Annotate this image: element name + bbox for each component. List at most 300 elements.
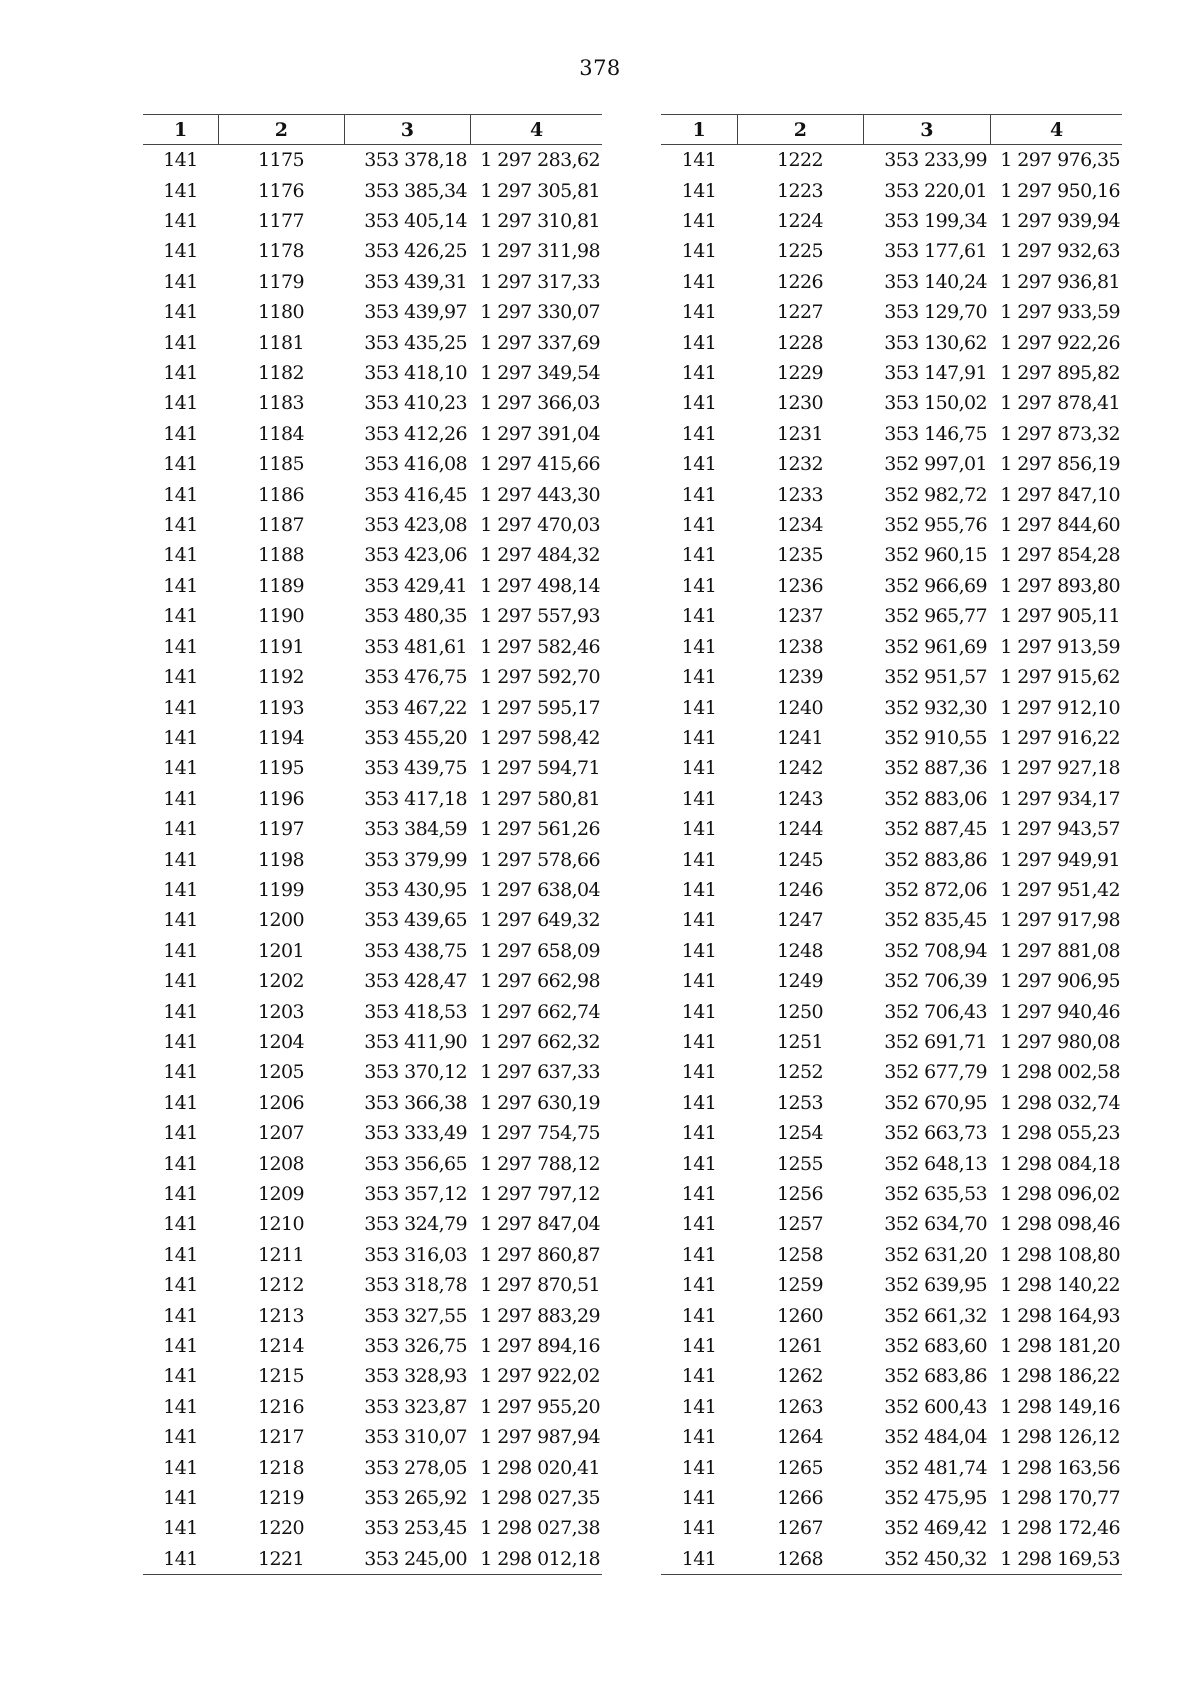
y-coordinate-cell: 1 297 598,42 (480, 726, 600, 749)
parcel-number-cell: 141 (681, 878, 717, 901)
point-number-cell: 1222 (777, 149, 823, 172)
y-coordinate-cell: 1 297 895,82 (1000, 362, 1120, 385)
point-number-cell: 1182 (258, 362, 304, 385)
table-row (661, 327, 1122, 357)
column-header-3: 3 (344, 115, 470, 145)
y-coordinate-cell: 1 297 630,19 (480, 1091, 600, 1114)
parcel-number-cell: 141 (163, 240, 198, 263)
x-coordinate-cell: 353 416,45 (364, 483, 467, 506)
table-row (661, 1452, 1122, 1482)
point-number-cell: 1176 (258, 179, 304, 202)
point-number-cell: 1267 (777, 1517, 823, 1540)
y-coordinate-cell: 1 297 933,59 (1000, 301, 1120, 324)
x-coordinate-cell: 353 455,20 (364, 726, 467, 749)
x-coordinate-cell: 352 691,71 (884, 1030, 987, 1053)
x-coordinate-cell: 352 887,36 (884, 757, 987, 780)
parcel-number-cell: 141 (163, 787, 198, 810)
point-number-cell: 1221 (218, 1544, 344, 1575)
parcel-number-cell: 141 (681, 1304, 717, 1327)
point-number-cell: 1232 (777, 453, 823, 476)
x-coordinate-cell: 352 997,01 (884, 453, 987, 476)
parcel-number-cell: 141 (681, 1091, 717, 1114)
x-coordinate-cell: 353 326,75 (364, 1335, 467, 1358)
parcel-number-cell: 141 (163, 970, 198, 993)
y-coordinate-cell: 1 297 883,29 (480, 1304, 600, 1327)
x-coordinate-cell: 353 318,78 (364, 1274, 467, 1297)
table-row (661, 419, 1122, 449)
table-row (143, 784, 602, 814)
point-number-cell: 1264 (777, 1426, 823, 1449)
y-coordinate-cell: 1 297 847,10 (1000, 483, 1120, 506)
x-coordinate-cell: 352 670,95 (884, 1091, 987, 1114)
x-coordinate-cell: 353 429,41 (364, 574, 467, 597)
y-coordinate-cell: 1 297 922,26 (1000, 331, 1120, 354)
point-number-cell: 1252 (777, 1061, 823, 1084)
point-number-cell: 1262 (777, 1365, 823, 1388)
y-coordinate-cell: 1 297 870,51 (480, 1274, 600, 1297)
table-row (661, 1118, 1122, 1148)
coordinates-table-right (661, 114, 1122, 1575)
y-coordinate-cell: 1 297 873,32 (1000, 422, 1120, 445)
y-coordinate-cell: 1 297 649,32 (480, 909, 600, 932)
y-coordinate-cell: 1 297 578,66 (480, 848, 600, 871)
x-coordinate-cell: 353 220,01 (884, 179, 987, 202)
x-coordinate-cell: 352 475,95 (884, 1487, 987, 1510)
parcel-number-cell: 141 (681, 422, 717, 445)
column-header-2: 2 (737, 115, 863, 145)
table-row (143, 358, 602, 388)
x-coordinate-cell: 353 467,22 (364, 696, 467, 719)
table-row (661, 510, 1122, 540)
y-coordinate-cell: 1 297 980,08 (1000, 1030, 1120, 1053)
x-coordinate-cell: 352 835,45 (884, 909, 987, 932)
parcel-number-cell: 141 (163, 696, 198, 719)
point-number-cell: 1219 (258, 1487, 304, 1510)
point-number-cell: 1217 (258, 1426, 304, 1449)
table-row (143, 996, 602, 1026)
y-coordinate-cell: 1 297 662,74 (480, 1000, 600, 1023)
column-header-3: 3 (863, 115, 990, 145)
x-coordinate-cell: 353 327,55 (364, 1304, 467, 1327)
y-coordinate-cell: 1 298 149,16 (1000, 1395, 1120, 1418)
point-number-cell: 1202 (258, 970, 304, 993)
y-coordinate-cell: 1 297 906,95 (1000, 970, 1120, 993)
point-number-cell: 1193 (258, 696, 304, 719)
table-body-left (143, 145, 602, 1575)
x-coordinate-cell: 352 706,43 (884, 1000, 987, 1023)
point-number-cell: 1218 (258, 1456, 304, 1479)
point-number-cell: 1186 (258, 483, 304, 506)
x-coordinate-cell: 353 265,92 (364, 1487, 467, 1510)
x-coordinate-cell: 353 412,26 (364, 422, 467, 445)
point-number-cell: 1227 (777, 301, 823, 324)
table-row (143, 966, 602, 996)
table-row (661, 1544, 1122, 1575)
parcel-number-cell: 141 (681, 1183, 717, 1206)
point-number-cell: 1211 (258, 1243, 304, 1266)
point-number-cell: 1197 (258, 818, 304, 841)
x-coordinate-cell: 352 965,77 (884, 605, 987, 628)
x-coordinate-cell: 353 366,38 (364, 1091, 467, 1114)
parcel-number-cell: 141 (163, 362, 198, 385)
x-coordinate-cell: 353 439,65 (364, 909, 467, 932)
y-coordinate-cell: 1 297 595,17 (480, 696, 600, 719)
parcel-number-cell: 141 (163, 270, 198, 293)
parcel-number-cell: 141 (163, 331, 198, 354)
parcel-number-cell: 141 (681, 970, 717, 993)
parcel-number-cell: 141 (681, 666, 717, 689)
table-row (661, 844, 1122, 874)
point-number-cell: 1215 (258, 1365, 304, 1388)
parcel-number-cell: 141 (163, 1487, 198, 1510)
point-number-cell: 1213 (258, 1304, 304, 1327)
y-coordinate-cell: 1 297 939,94 (1000, 210, 1120, 233)
y-coordinate-cell: 1 297 943,57 (1000, 818, 1120, 841)
x-coordinate-cell: 352 639,95 (884, 1274, 987, 1297)
point-number-cell: 1205 (258, 1061, 304, 1084)
x-coordinate-cell: 353 418,53 (364, 1000, 467, 1023)
x-coordinate-cell: 353 323,87 (364, 1395, 467, 1418)
y-coordinate-cell: 1 298 002,58 (1000, 1061, 1120, 1084)
x-coordinate-cell: 353 278,05 (364, 1456, 467, 1479)
table-row (661, 449, 1122, 479)
y-coordinate-cell: 1 297 561,26 (480, 818, 600, 841)
x-coordinate-cell: 353 370,12 (364, 1061, 467, 1084)
parcel-number-cell: 141 (681, 453, 717, 476)
x-coordinate-cell: 353 146,75 (884, 422, 987, 445)
x-coordinate-cell: 353 150,02 (884, 392, 987, 415)
point-number-cell: 1259 (777, 1274, 823, 1297)
x-coordinate-cell: 352 883,86 (884, 848, 987, 871)
x-coordinate-cell: 353 199,34 (884, 210, 987, 233)
x-coordinate-cell: 353 130,62 (884, 331, 987, 354)
y-coordinate-cell: 1 298 012,18 (470, 1544, 602, 1575)
y-coordinate-cell: 1 297 940,46 (1000, 1000, 1120, 1023)
y-coordinate-cell: 1 298 170,77 (1000, 1487, 1120, 1510)
table-row (143, 905, 602, 935)
point-number-cell: 1260 (777, 1304, 823, 1327)
point-number-cell: 1209 (258, 1183, 304, 1206)
table-row (143, 571, 602, 601)
x-coordinate-cell: 353 423,06 (364, 544, 467, 567)
table-row (661, 1483, 1122, 1513)
x-coordinate-cell: 352 450,32 (863, 1544, 990, 1575)
x-coordinate-cell: 353 333,49 (364, 1122, 467, 1145)
x-coordinate-cell: 353 435,25 (364, 331, 467, 354)
y-coordinate-cell: 1 298 164,93 (1000, 1304, 1120, 1327)
table-row (661, 1392, 1122, 1422)
x-coordinate-cell: 352 910,55 (884, 726, 987, 749)
y-coordinate-cell: 1 297 797,12 (480, 1183, 600, 1206)
table-row (661, 571, 1122, 601)
x-coordinate-cell: 352 961,69 (884, 635, 987, 658)
y-coordinate-cell: 1 297 470,03 (480, 514, 600, 537)
parcel-number-cell: 141 (163, 909, 198, 932)
y-coordinate-cell: 1 297 847,04 (480, 1213, 600, 1236)
point-number-cell: 1191 (258, 635, 304, 658)
y-coordinate-cell: 1 297 366,03 (480, 392, 600, 415)
y-coordinate-cell: 1 298 140,22 (1000, 1274, 1120, 1297)
y-coordinate-cell: 1 297 592,70 (480, 666, 600, 689)
y-coordinate-cell: 1 297 594,71 (480, 757, 600, 780)
y-coordinate-cell: 1 297 878,41 (1000, 392, 1120, 415)
y-coordinate-cell: 1 297 330,07 (480, 301, 600, 324)
y-coordinate-cell: 1 297 844,60 (1000, 514, 1120, 537)
table-row (661, 267, 1122, 297)
x-coordinate-cell: 353 423,08 (364, 514, 467, 537)
table-row (143, 844, 602, 874)
table-row (661, 723, 1122, 753)
table-row (661, 662, 1122, 692)
point-number-cell: 1248 (777, 939, 823, 962)
parcel-number-cell: 141 (163, 149, 198, 172)
parcel-number-cell: 141 (681, 483, 717, 506)
x-coordinate-cell: 353 410,23 (364, 392, 467, 415)
table-row (143, 1240, 602, 1270)
x-coordinate-cell: 353 379,99 (364, 848, 467, 871)
point-number-cell: 1234 (777, 514, 823, 537)
point-number-cell: 1184 (258, 422, 304, 445)
parcel-number-cell: 141 (681, 210, 717, 233)
table-row (661, 936, 1122, 966)
parcel-number-cell: 141 (163, 1213, 198, 1236)
point-number-cell: 1238 (777, 635, 823, 658)
y-coordinate-cell: 1 298 172,46 (1000, 1517, 1120, 1540)
point-number-cell: 1226 (777, 270, 823, 293)
x-coordinate-cell: 352 887,45 (884, 818, 987, 841)
point-number-cell: 1237 (777, 605, 823, 628)
x-coordinate-cell: 352 883,06 (884, 787, 987, 810)
y-coordinate-cell: 1 298 027,38 (480, 1517, 600, 1540)
parcel-number-cell: 141 (163, 1365, 198, 1388)
table-row (143, 297, 602, 327)
point-number-cell: 1189 (258, 574, 304, 597)
point-number-cell: 1185 (258, 453, 304, 476)
point-number-cell: 1229 (777, 362, 823, 385)
column-header-4: 4 (990, 115, 1122, 145)
x-coordinate-cell: 352 634,70 (884, 1213, 987, 1236)
parcel-number-cell: 141 (163, 1000, 198, 1023)
y-coordinate-cell: 1 297 987,94 (480, 1426, 600, 1449)
point-number-cell: 1179 (258, 270, 304, 293)
x-coordinate-cell: 353 476,75 (364, 666, 467, 689)
y-coordinate-cell: 1 297 936,81 (1000, 270, 1120, 293)
table-row (661, 236, 1122, 266)
parcel-number-cell: 141 (681, 787, 717, 810)
y-coordinate-cell: 1 298 186,22 (1000, 1365, 1120, 1388)
x-coordinate-cell: 353 356,65 (364, 1152, 467, 1175)
x-coordinate-cell: 352 661,32 (884, 1304, 987, 1327)
table-row (143, 936, 602, 966)
parcel-number-cell: 141 (163, 848, 198, 871)
x-coordinate-cell: 353 140,24 (884, 270, 987, 293)
table-row (661, 1270, 1122, 1300)
table-row (143, 145, 602, 176)
y-coordinate-cell: 1 297 638,04 (480, 878, 600, 901)
parcel-number-cell: 141 (163, 1030, 198, 1053)
table-row (143, 327, 602, 357)
table-row (661, 358, 1122, 388)
parcel-number-cell: 141 (163, 1426, 198, 1449)
parcel-number-cell: 141 (163, 1122, 198, 1145)
table-row (661, 1513, 1122, 1543)
x-coordinate-cell: 353 439,31 (364, 270, 467, 293)
y-coordinate-cell: 1 297 580,81 (480, 787, 600, 810)
parcel-number-cell: 141 (681, 1152, 717, 1175)
table-row (661, 996, 1122, 1026)
y-coordinate-cell: 1 297 854,28 (1000, 544, 1120, 567)
y-coordinate-cell: 1 298 108,80 (1000, 1243, 1120, 1266)
y-coordinate-cell: 1 297 934,17 (1000, 787, 1120, 810)
x-coordinate-cell: 352 635,53 (884, 1183, 987, 1206)
x-coordinate-cell: 353 411,90 (364, 1030, 467, 1053)
table-row (143, 449, 602, 479)
parcel-number-cell: 141 (163, 605, 198, 628)
point-number-cell: 1204 (258, 1030, 304, 1053)
y-coordinate-cell: 1 297 415,66 (480, 453, 600, 476)
table-row (143, 479, 602, 509)
parcel-number-cell: 141 (163, 514, 198, 537)
parcel-number-cell: 141 (681, 1517, 717, 1540)
point-number-cell: 1190 (258, 605, 304, 628)
table-row (143, 175, 602, 205)
y-coordinate-cell: 1 297 557,93 (480, 605, 600, 628)
table-row (143, 875, 602, 905)
point-number-cell: 1265 (777, 1456, 823, 1479)
point-number-cell: 1199 (258, 878, 304, 901)
parcel-number-cell: 141 (163, 392, 198, 415)
table-row (143, 1027, 602, 1057)
x-coordinate-cell: 353 439,75 (364, 757, 467, 780)
coordinates-table-left (143, 114, 602, 1575)
point-number-cell: 1177 (258, 210, 304, 233)
table-row (661, 966, 1122, 996)
y-coordinate-cell: 1 297 856,19 (1000, 453, 1120, 476)
parcel-number-cell: 141 (163, 1517, 198, 1540)
point-number-cell: 1225 (777, 240, 823, 263)
point-number-cell: 1187 (258, 514, 304, 537)
point-number-cell: 1203 (258, 1000, 304, 1023)
parcel-number-cell: 141 (163, 1335, 198, 1358)
column-header-4: 4 (470, 115, 602, 145)
point-number-cell: 1243 (777, 787, 823, 810)
x-coordinate-cell: 353 439,97 (364, 301, 467, 324)
x-coordinate-cell: 353 481,61 (364, 635, 467, 658)
x-coordinate-cell: 353 177,61 (884, 240, 987, 263)
table-row (661, 601, 1122, 631)
parcel-number-cell: 141 (681, 240, 717, 263)
x-coordinate-cell: 352 648,13 (884, 1152, 987, 1175)
point-number-cell: 1180 (258, 301, 304, 324)
x-coordinate-cell: 353 253,45 (364, 1517, 467, 1540)
x-coordinate-cell: 352 683,60 (884, 1335, 987, 1358)
parcel-number-cell: 141 (681, 149, 717, 172)
parcel-number-cell: 141 (681, 1487, 717, 1510)
parcel-number-cell: 141 (681, 909, 717, 932)
point-number-cell: 1214 (258, 1335, 304, 1358)
parcel-number-cell: 141 (681, 179, 717, 202)
point-number-cell: 1208 (258, 1152, 304, 1175)
table-header-right (661, 115, 1122, 145)
table-row (143, 1057, 602, 1087)
x-coordinate-cell: 352 481,74 (884, 1456, 987, 1479)
parcel-number-cell: 141 (681, 392, 717, 415)
parcel-number-cell: 141 (681, 848, 717, 871)
parcel-number-cell: 141 (163, 179, 198, 202)
x-coordinate-cell: 353 438,75 (364, 939, 467, 962)
parcel-number-cell: 141 (163, 483, 198, 506)
y-coordinate-cell: 1 297 955,20 (480, 1395, 600, 1418)
table-row (143, 388, 602, 418)
parcel-number-cell: 141 (681, 544, 717, 567)
x-coordinate-cell: 353 233,99 (884, 149, 987, 172)
y-coordinate-cell: 1 297 894,16 (480, 1335, 600, 1358)
y-coordinate-cell: 1 298 032,74 (1000, 1091, 1120, 1114)
point-number-cell: 1181 (258, 331, 304, 354)
parcel-number-cell: 141 (163, 1456, 198, 1479)
point-number-cell: 1223 (777, 179, 823, 202)
table-header-left (143, 115, 602, 145)
point-number-cell: 1245 (777, 848, 823, 871)
table-row (661, 479, 1122, 509)
parcel-number-cell: 141 (681, 1274, 717, 1297)
parcel-number-cell: 141 (163, 1183, 198, 1206)
table-row (143, 1179, 602, 1209)
y-coordinate-cell: 1 297 951,42 (1000, 878, 1120, 901)
point-number-cell: 1241 (777, 726, 823, 749)
page-number: 378 (579, 56, 621, 80)
table-row (661, 632, 1122, 662)
parcel-number-cell: 141 (163, 1395, 198, 1418)
table-row (661, 1422, 1122, 1452)
table-row (143, 814, 602, 844)
y-coordinate-cell: 1 297 915,62 (1000, 666, 1120, 689)
x-coordinate-cell: 352 484,04 (884, 1426, 987, 1449)
parcel-number-cell: 141 (163, 1061, 198, 1084)
x-coordinate-cell: 352 951,57 (884, 666, 987, 689)
y-coordinate-cell: 1 297 932,63 (1000, 240, 1120, 263)
y-coordinate-cell: 1 298 027,35 (480, 1487, 600, 1510)
y-coordinate-cell: 1 297 913,59 (1000, 635, 1120, 658)
table-row (143, 1392, 602, 1422)
point-number-cell: 1216 (258, 1395, 304, 1418)
y-coordinate-cell: 1 297 337,69 (480, 331, 600, 354)
table-row (143, 1544, 602, 1575)
parcel-number-cell: 141 (163, 422, 198, 445)
y-coordinate-cell: 1 297 881,08 (1000, 939, 1120, 962)
y-coordinate-cell: 1 298 126,12 (1000, 1426, 1120, 1449)
y-coordinate-cell: 1 298 163,56 (1000, 1456, 1120, 1479)
parcel-number-cell: 141 (681, 514, 717, 537)
parcel-number-cell: 141 (681, 574, 717, 597)
x-coordinate-cell: 353 328,93 (364, 1365, 467, 1388)
y-coordinate-cell: 1 297 976,35 (1000, 149, 1120, 172)
point-number-cell: 1255 (777, 1152, 823, 1175)
y-coordinate-cell: 1 297 582,46 (480, 635, 600, 658)
point-number-cell: 1194 (258, 726, 304, 749)
table-row (661, 206, 1122, 236)
parcel-number-cell: 141 (681, 726, 717, 749)
y-coordinate-cell: 1 297 662,98 (480, 970, 600, 993)
table-row (661, 388, 1122, 418)
parcel-number-cell: 141 (163, 544, 198, 567)
parcel-number-cell: 141 (681, 1456, 717, 1479)
point-number-cell: 1178 (258, 240, 304, 263)
y-coordinate-cell: 1 297 283,62 (480, 149, 600, 172)
y-coordinate-cell: 1 298 098,46 (1000, 1213, 1120, 1236)
table-row (143, 1483, 602, 1513)
x-coordinate-cell: 352 932,30 (884, 696, 987, 719)
